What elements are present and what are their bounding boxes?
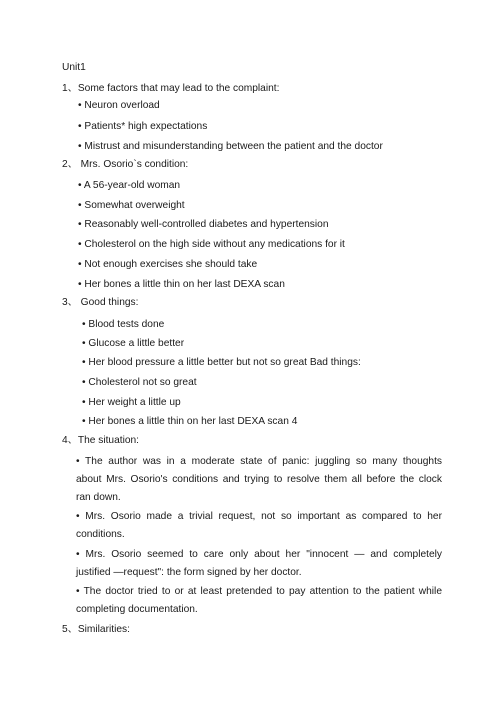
list-item: • Her blood pressure a little better but not so great Bad things: bbox=[82, 357, 361, 368]
list-item: • Glucose a little better bbox=[82, 338, 185, 349]
list-item: • Her weight a little up bbox=[82, 397, 181, 408]
list-item: • Somewhat overweight bbox=[78, 200, 185, 211]
list-item: • Her bones a little thin on her last DEXA scan 4 bbox=[82, 416, 298, 427]
list-item: • Mistrust and misunderstanding between the patient and the doctor bbox=[78, 141, 383, 152]
paragraph-line: completing documentation. bbox=[76, 604, 198, 615]
paragraph-line: justified —request": the form signed by her doctor. bbox=[76, 567, 302, 578]
list-item: • A 56-year-old woman bbox=[78, 180, 181, 191]
section-4-heading: 4、The situation: bbox=[62, 435, 140, 446]
list-item: • Cholesterol not so great bbox=[82, 377, 197, 388]
paragraph-line: conditions. bbox=[76, 529, 125, 540]
paragraph-line: • Mrs. Osorio made a trivial request, not so important as compared to her bbox=[76, 511, 442, 522]
paragraph-line: • The author was in a moderate state of panic: juggling so many thoughts bbox=[76, 456, 442, 467]
list-item: • Cholesterol on the high side without any medications for it bbox=[78, 239, 345, 250]
unit-title: Unit1 bbox=[62, 62, 86, 73]
list-item: • Reasonably well-controlled diabetes and hypertension bbox=[78, 219, 329, 230]
section-5-heading: 5、Similarities: bbox=[62, 624, 130, 635]
list-item: • Her bones a little thin on her last DEXA scan bbox=[78, 279, 285, 290]
list-item: • Neuron overload bbox=[78, 100, 160, 111]
paragraph-line: • The doctor tried to or at least pretended to pay attention to the patient while bbox=[76, 586, 442, 597]
section-1-heading: 1、Some factors that may lead to the complaint: bbox=[62, 83, 280, 94]
list-item: • Blood tests done bbox=[82, 319, 165, 330]
paragraph-line: ran down. bbox=[76, 492, 121, 503]
section-3-heading: 3、 Good things: bbox=[62, 297, 139, 308]
paragraph-line: about Mrs. Osorio's conditions and trying to resolve them all before the clock bbox=[76, 474, 442, 485]
list-item: • Not enough exercises she should take bbox=[78, 259, 258, 270]
list-item: • Patients* high expectations bbox=[78, 121, 208, 132]
section-2-heading: 2、 Mrs. Osorio`s condition: bbox=[62, 159, 189, 170]
paragraph-line: • Mrs. Osorio seemed to care only about her "innocent — and completely bbox=[76, 549, 442, 560]
